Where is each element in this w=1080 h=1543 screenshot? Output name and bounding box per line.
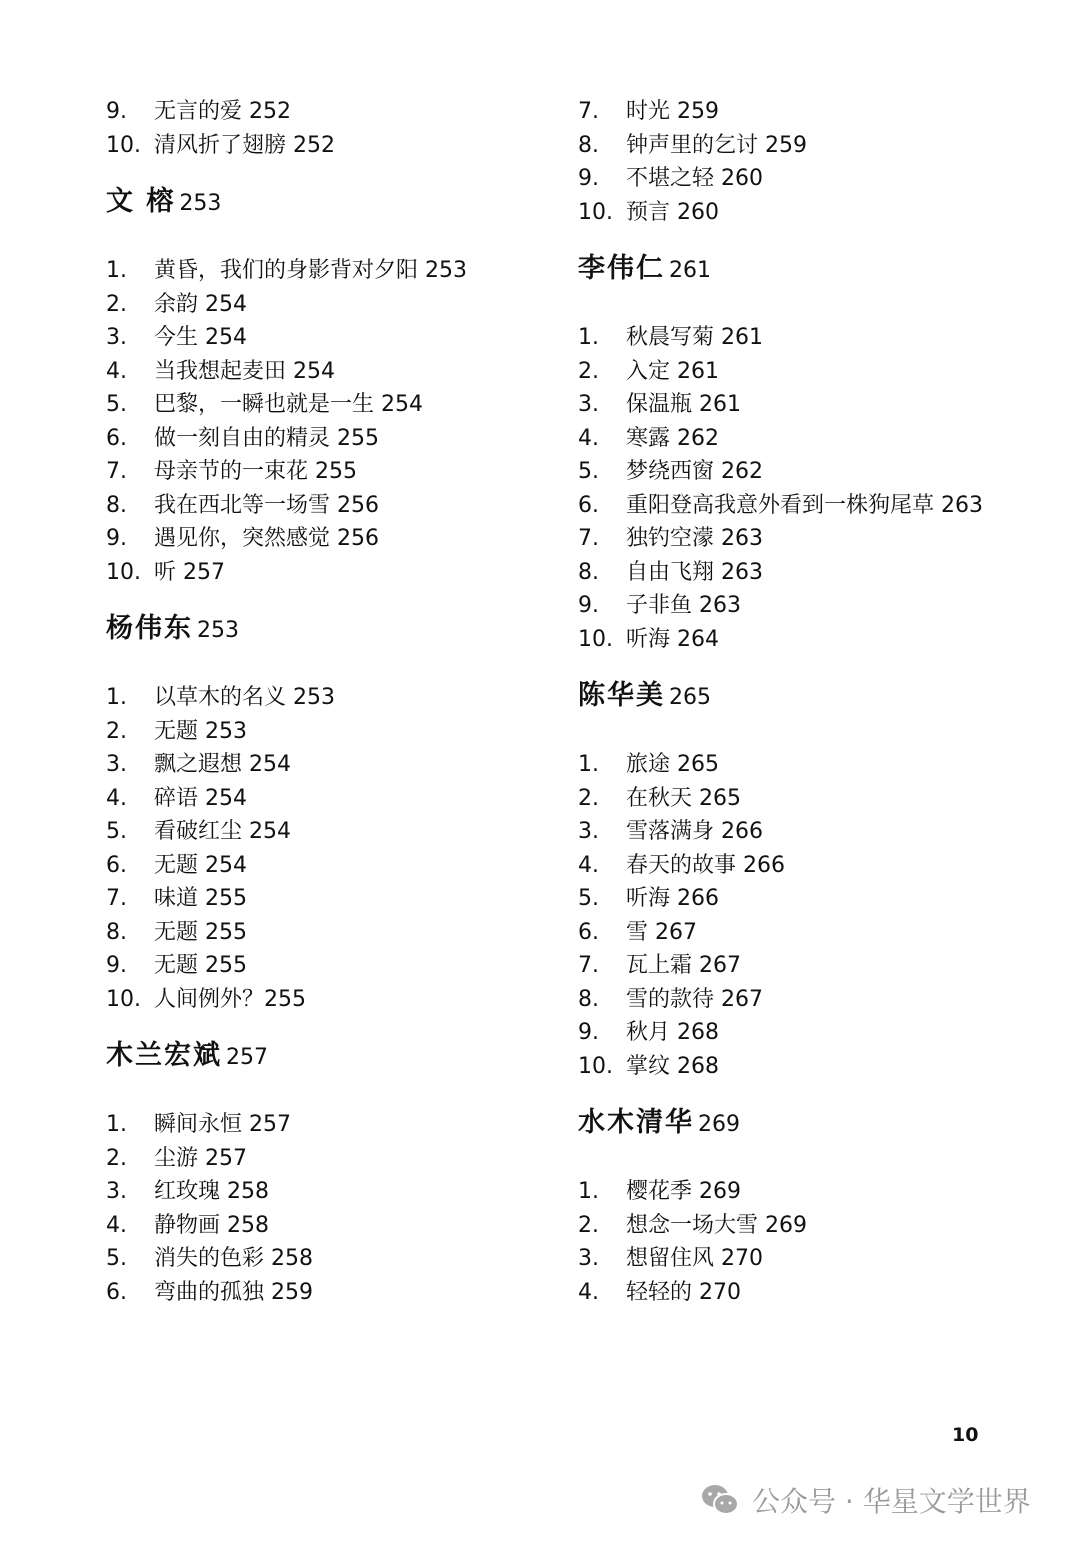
toc-item: [106, 782, 576, 816]
toc-item-number: 10.: [578, 199, 613, 225]
toc-item-title: 瞬间永恒 257: [154, 1112, 291, 1137]
toc-item-title: 清风折了翅膀 252: [154, 132, 335, 158]
author-name: 木兰宏斌: [106, 1040, 222, 1071]
toc-item: [106, 1209, 576, 1243]
toc-item-number: 5.: [106, 392, 127, 417]
author-heading: [106, 1038, 576, 1076]
toc-item-number: 1.: [106, 258, 127, 283]
toc-item-number: 8.: [106, 492, 127, 518]
toc-item: [578, 1050, 1048, 1084]
toc-item-number: 3.: [578, 392, 599, 417]
footer-watermark: [700, 1480, 1031, 1520]
toc-item-number: 3.: [578, 819, 599, 844]
toc-item: [578, 916, 1048, 950]
toc-item-number: 6.: [106, 425, 127, 451]
footer-text: 公众号 · 华星文学世界: [752, 1485, 1031, 1518]
toc-item: [578, 388, 1048, 422]
toc-item: [106, 748, 576, 782]
toc-item-number: 7.: [578, 526, 599, 551]
toc-item-number: 7.: [578, 953, 599, 978]
toc-item-number: 4.: [106, 1212, 127, 1238]
toc-item-number: 2.: [578, 1212, 599, 1238]
toc-item: [578, 556, 1048, 590]
toc-item-title: 轻轻的 270: [626, 1279, 741, 1305]
toc-item-title: 旅途 265: [626, 752, 719, 777]
toc-item-number: 5.: [106, 1246, 127, 1271]
toc-item-title: 母亲节的一束花 255: [154, 459, 357, 484]
toc-item-number: 9.: [106, 953, 127, 978]
toc-item-number: 3.: [106, 1179, 127, 1204]
toc-item: [106, 455, 576, 489]
toc-item-number: 10.: [106, 986, 141, 1012]
toc-item-number: 6.: [106, 1279, 127, 1305]
toc-item-number: 3.: [578, 1246, 599, 1271]
toc-item-number: 1.: [578, 325, 599, 350]
toc-item: [106, 715, 576, 749]
toc-column-right: [578, 95, 1048, 1309]
toc-item: [106, 983, 576, 1017]
toc-item: [106, 1242, 576, 1276]
toc-item-number: 4.: [578, 1279, 599, 1305]
author-heading: [106, 184, 576, 222]
toc-item-number: 9.: [578, 1020, 599, 1045]
toc-item: [106, 681, 576, 715]
toc-item: [106, 1108, 576, 1142]
toc-item: [578, 422, 1048, 456]
toc-item: [578, 196, 1048, 230]
toc-item-number: 4.: [106, 785, 127, 811]
toc-item-title: 余韵 254: [154, 291, 247, 317]
toc-item: [578, 95, 1048, 129]
toc-item-number: 6.: [106, 852, 127, 878]
toc-item-number: 7.: [106, 886, 127, 911]
toc-item-title: 樱花季 269: [626, 1179, 741, 1204]
toc-item-title: 弯曲的孤独 259: [154, 1279, 313, 1305]
toc-item: [106, 522, 576, 556]
toc-item-title: 今生 254: [154, 325, 247, 350]
toc-item-title: 寒露 262: [626, 425, 719, 451]
toc-item-number: 5.: [578, 459, 599, 484]
toc-item: [106, 95, 576, 129]
toc-item-title: 人间例外？255: [154, 986, 306, 1012]
toc-item-title: 黄昏，我们的身影背对夕阳 253: [154, 258, 467, 283]
toc-item-title: 钟声里的乞讨 259: [626, 132, 807, 158]
toc-item: [106, 321, 576, 355]
toc-item-title: 时光 259: [626, 99, 719, 124]
toc-item: [106, 1142, 576, 1176]
toc-item-title: 预言 260: [626, 199, 719, 225]
toc-item-number: 8.: [578, 559, 599, 585]
toc-item-title: 入定 261: [626, 358, 719, 384]
toc-item: [578, 623, 1048, 657]
toc-item-title: 尘游 257: [154, 1145, 247, 1171]
toc-item: [578, 129, 1048, 163]
toc-item: [578, 1209, 1048, 1243]
author-name: 文 榕: [106, 186, 176, 217]
page-number: 10: [952, 1424, 979, 1446]
toc-item-title: 重阳登高我意外看到一株狗尾草 263: [626, 492, 983, 518]
toc-item-title: 消失的色彩 258: [154, 1246, 313, 1271]
toc-item: [106, 355, 576, 389]
author-page: 265: [669, 685, 711, 710]
toc-item: [106, 556, 576, 590]
toc-item-title: 听海 266: [626, 886, 719, 911]
toc-item-title: 掌纹 268: [626, 1053, 719, 1079]
toc-item: [578, 321, 1048, 355]
toc-item: [578, 162, 1048, 196]
toc-item-title: 静物画 258: [154, 1212, 269, 1238]
toc-item-title: 我在西北等一场雪 256: [154, 492, 379, 518]
toc-item-title: 雪的款待 267: [626, 986, 763, 1012]
toc-item: [106, 815, 576, 849]
toc-item-number: 2.: [578, 358, 599, 384]
toc-item-number: 10.: [106, 132, 141, 158]
toc-item-number: 10.: [578, 1053, 613, 1079]
toc-item-title: 做一刻自由的精灵 255: [154, 425, 379, 451]
toc-item-number: 10.: [106, 559, 141, 585]
author-name: 李伟仁: [578, 253, 665, 284]
toc-item-title: 秋晨写菊 261: [626, 325, 763, 350]
toc-item: [578, 983, 1048, 1017]
toc-item-number: 5.: [578, 886, 599, 911]
toc-item-title: 红玫瑰 258: [154, 1179, 269, 1204]
toc-item: [106, 254, 576, 288]
toc-item-number: 4.: [106, 358, 127, 384]
toc-item-number: 2.: [578, 785, 599, 811]
toc-item-number: 7.: [106, 459, 127, 484]
toc-item: [578, 589, 1048, 623]
toc-item: [578, 782, 1048, 816]
toc-item-title: 巴黎，一瞬也就是一生 254: [154, 392, 423, 417]
toc-item: [578, 949, 1048, 983]
toc-item-title: 梦绕西窗 262: [626, 459, 763, 484]
toc-item-title: 雪 267: [626, 919, 697, 945]
toc-item: [578, 849, 1048, 883]
toc-item-number: 7.: [578, 99, 599, 124]
toc-item-number: 9.: [578, 166, 599, 191]
toc-item-number: 5.: [106, 819, 127, 844]
toc-item-number: 8.: [578, 132, 599, 158]
toc-item: [578, 355, 1048, 389]
toc-item-number: 8.: [106, 919, 127, 945]
toc-item-title: 味道 255: [154, 886, 247, 911]
toc-item-number: 2.: [106, 291, 127, 317]
toc-item-title: 保温瓶 261: [626, 392, 741, 417]
toc-column-left: [106, 95, 576, 1309]
toc-item-number: 4.: [578, 425, 599, 451]
toc-item: [106, 916, 576, 950]
toc-item-title: 飘之遐想 254: [154, 752, 291, 777]
toc-item: [578, 815, 1048, 849]
author-page: 253: [197, 618, 239, 643]
toc-item-number: 10.: [578, 626, 613, 652]
toc-item-title: 在秋天 265: [626, 785, 741, 811]
toc-item-number: 2.: [106, 1145, 127, 1171]
toc-item: [106, 288, 576, 322]
toc-item-number: 8.: [578, 986, 599, 1012]
toc-item: [106, 882, 576, 916]
toc-item-number: 6.: [578, 492, 599, 518]
toc-item: [106, 949, 576, 983]
author-page: 253: [179, 191, 222, 216]
toc-item-title: 春天的故事 266: [626, 852, 785, 878]
toc-item: [106, 1175, 576, 1209]
toc-item-number: 9.: [106, 526, 127, 551]
toc-item-title: 听 257: [154, 559, 225, 585]
toc-item: [578, 1016, 1048, 1050]
toc-item-title: 遇见你，突然感觉 256: [154, 526, 379, 551]
toc-item-title: 想留住风 270: [626, 1246, 763, 1271]
toc-item: [578, 489, 1048, 523]
author-heading: [106, 611, 576, 649]
toc-item-title: 看破红尘 254: [154, 819, 291, 844]
toc-item-title: 无题 253: [154, 718, 247, 744]
toc-item-title: 不堪之轻 260: [626, 166, 763, 191]
toc-item: [578, 1242, 1048, 1276]
toc-item-number: 1.: [106, 1112, 127, 1137]
toc-item-number: 6.: [578, 919, 599, 945]
toc-item-number: 1.: [578, 752, 599, 777]
wechat-icon: [700, 1483, 740, 1517]
author-name: 陈华美: [578, 680, 665, 711]
toc-item-number: 1.: [106, 685, 127, 710]
toc-item: [578, 882, 1048, 916]
toc-item-title: 无题 255: [154, 919, 247, 945]
toc-item: [578, 1175, 1048, 1209]
toc-item: [106, 129, 576, 163]
toc-item-title: 雪落满身 266: [626, 819, 763, 844]
toc-item: [578, 1276, 1048, 1310]
toc-item-title: 想念一场大雪 269: [626, 1212, 807, 1238]
toc-item: [578, 455, 1048, 489]
toc-item-number: 9.: [578, 593, 599, 618]
author-page: 257: [226, 1045, 268, 1070]
toc-item-title: 碎语 254: [154, 785, 247, 811]
author-heading: [578, 678, 1048, 716]
author-page: 261: [669, 258, 711, 283]
toc-item-title: 瓦上霜 267: [626, 953, 741, 978]
toc-item: [578, 748, 1048, 782]
toc-item-number: 3.: [106, 752, 127, 777]
toc-item-title: 当我想起麦田 254: [154, 358, 335, 384]
toc-item: [106, 489, 576, 523]
toc-item: [106, 422, 576, 456]
toc-item: [106, 1276, 576, 1310]
toc-item-number: 3.: [106, 325, 127, 350]
toc-item-title: 无言的爱 252: [154, 99, 291, 124]
toc-item-number: 9.: [106, 99, 127, 124]
toc-item-number: 4.: [578, 852, 599, 878]
toc-item: [578, 522, 1048, 556]
author-name: 杨伟东: [106, 613, 193, 644]
toc-item-title: 无题 255: [154, 953, 247, 978]
toc-item-number: 1.: [578, 1179, 599, 1204]
toc-item-title: 以草木的名义 253: [154, 685, 335, 710]
toc-item-title: 自由飞翔 263: [626, 559, 763, 585]
toc-item: [106, 849, 576, 883]
toc-item-title: 秋月 268: [626, 1020, 719, 1045]
toc-item-title: 独钓空濛 263: [626, 526, 763, 551]
toc-item: [106, 388, 576, 422]
toc-item-number: 2.: [106, 718, 127, 744]
author-name: 水木清华: [578, 1107, 694, 1138]
toc-item-title: 无题 254: [154, 852, 247, 878]
toc-item-title: 子非鱼 263: [626, 593, 741, 618]
toc-item-title: 听海 264: [626, 626, 719, 652]
author-page: 269: [698, 1112, 740, 1137]
author-heading: [578, 1105, 1048, 1143]
author-heading: [578, 251, 1048, 289]
